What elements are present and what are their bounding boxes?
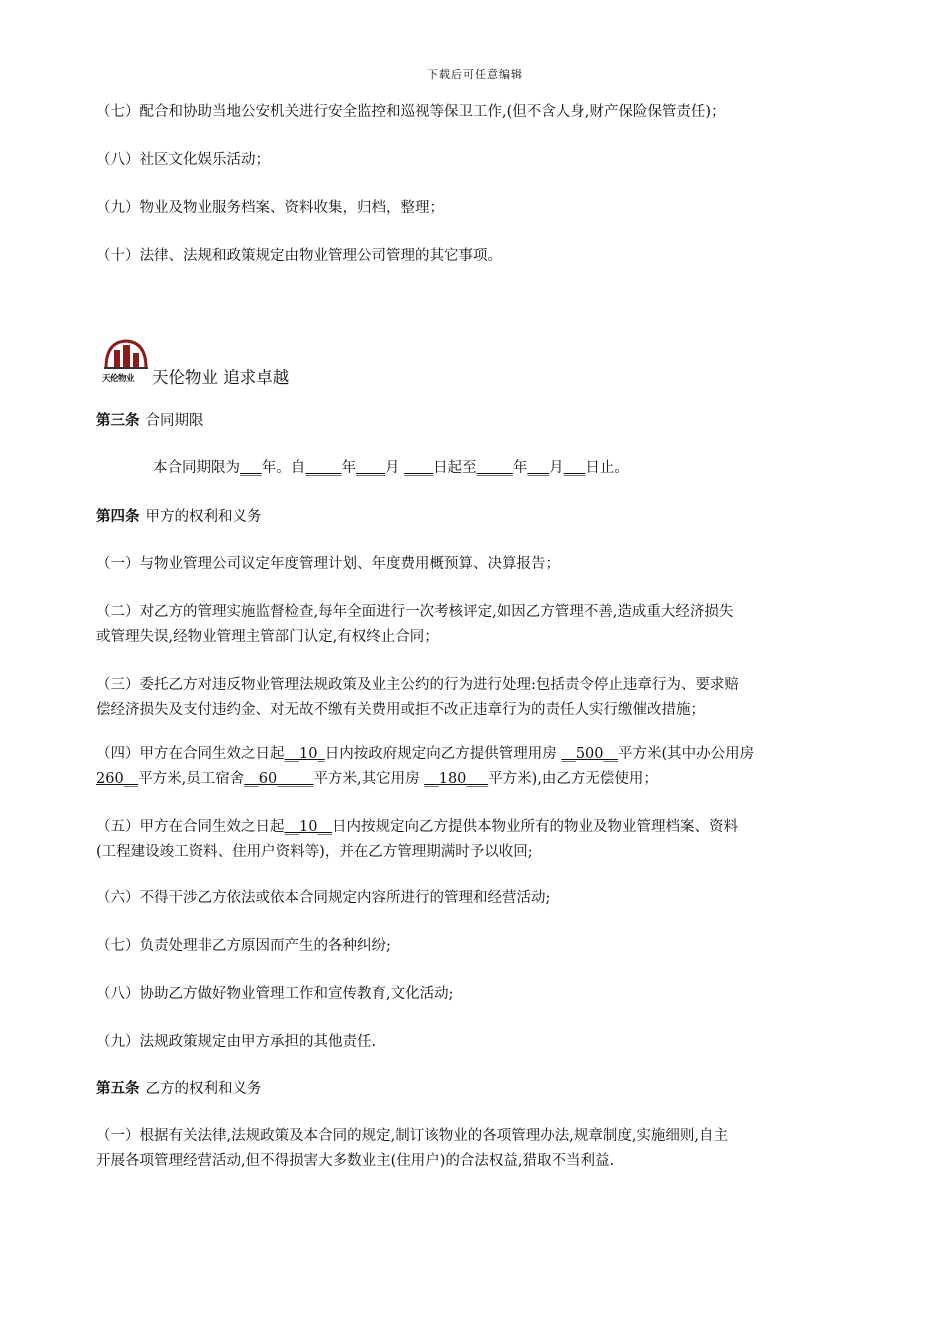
term-text: 月: [549, 460, 564, 476]
party-a-item-2-line-2: 或管理失误,经物业管理主管部门认定,有权终止合同；: [96, 629, 439, 645]
clause-item-9: （九）物业及物业服务档案、资料收集，归档，整理；: [96, 200, 444, 216]
clause-item-8: （八）社区文化娱乐活动；: [96, 152, 270, 168]
party-a-item-4-line-2: [96, 767, 856, 792]
article-title: 合同期限: [145, 413, 204, 429]
end-month-blank[interactable]: ___: [527, 460, 550, 476]
party-a-item-3-line-2: 偿经济损失及支付违约金、对无故不缴有关费用或拒不改正违章行为的责任人实行缴催改措施；: [96, 702, 705, 718]
term-text: 本合同期限为: [153, 460, 240, 476]
article-4-heading: [96, 504, 856, 530]
office-area-blank[interactable]: 260__: [96, 771, 139, 787]
clause-item-10: （十）法律、法规和政策规定由物业管理公司管理的其它事项。: [96, 248, 502, 264]
term-text: 年。自: [261, 460, 306, 476]
party-a-item-4-line-1: [96, 742, 856, 767]
contract-term-line: [153, 456, 913, 481]
other-area-blank[interactable]: __180___: [424, 771, 489, 787]
start-year-blank[interactable]: _____: [305, 460, 342, 476]
days-blank[interactable]: __10_: [284, 746, 325, 762]
article-title: 乙方的权利和义务: [145, 1081, 262, 1097]
item-text: 平方米,员工宿舍: [138, 771, 245, 787]
item-text: 日内按规定向乙方提供本物业所有的物业及物业管理档案、资料: [331, 819, 738, 835]
start-month-blank[interactable]: ____: [356, 460, 385, 476]
item-text: 平方米(其中办公用房: [618, 746, 755, 762]
logo-building-icon: [100, 336, 152, 372]
party-a-item-9: （九）法规政策规定由甲方承担的其他责任.: [96, 1034, 377, 1050]
article-number: 第四条: [96, 508, 140, 525]
party-b-item-1-line-2: 开展各项管理经营活动,但不得损害大多数业主(住用户)的合法权益,猎取不当利益.: [96, 1153, 615, 1169]
logo-wordmark: 天伦物业: [102, 374, 135, 384]
party-a-item-5-line-2: (工程建设竣工资料、住用户资料等)，并在乙方管理期满时予以收回;: [96, 844, 533, 860]
party-a-item-7: （七）负责处理非乙方原因而产生的各种纠纷;: [96, 938, 391, 954]
article-title: 甲方的权利和义务: [145, 509, 262, 525]
article-3-heading: [96, 408, 856, 434]
item-text: 日内按政府规定向乙方提供管理用房: [324, 746, 562, 762]
item-text: 平方米,其它用房: [313, 771, 425, 787]
article-number: 第三条: [96, 412, 140, 429]
article-5-heading: [96, 1076, 856, 1102]
party-a-item-3-line-1: （三）委托乙方对违反物业管理法规政策及业主公约的行为进行处理:包括责令停止违章行为、要求赔: [96, 677, 739, 693]
start-day-blank[interactable]: ____: [404, 460, 434, 476]
dormitory-area-blank[interactable]: __60_____: [244, 771, 314, 787]
party-a-item-6: （六）不得干涉乙方依法或依本合同规定内容所进行的管理和经营活动;: [96, 890, 551, 906]
term-text: 日止。: [585, 460, 629, 476]
page-header: 下载后可任意编辑: [427, 68, 523, 81]
item-text: （五）甲方在合同生效之日起: [96, 819, 285, 835]
party-a-item-5-line-1: [96, 815, 856, 840]
party-a-item-8: （八）协助乙方做好物业管理工作和宣传教育,文化活动;: [96, 986, 454, 1002]
party-b-item-1-line-1: （一）根据有关法律,法规政策及本合同的规定,制订该物业的各项管理办法,规章制度,实施细则,自主: [96, 1128, 729, 1144]
party-a-item-2-line-1: （二）对乙方的管理实施监督检查,每年全面进行一次考核评定,如因乙方管理不善,造成重大经济损失: [96, 604, 734, 620]
article-number: 第五条: [96, 1080, 140, 1097]
item-text: 平方米),由乙方无偿使用；: [488, 771, 658, 787]
end-year-blank[interactable]: _____: [476, 460, 513, 476]
item-text: （四）甲方在合同生效之日起: [96, 746, 285, 762]
term-text: 年: [341, 460, 356, 476]
term-text: 月: [385, 460, 405, 476]
management-area-blank[interactable]: __500__: [561, 746, 618, 762]
days-blank[interactable]: __10__: [284, 819, 332, 835]
term-text: 日起至: [433, 460, 477, 476]
end-day-blank[interactable]: ___: [563, 460, 586, 476]
term-text: 年: [512, 460, 528, 476]
company-logo: [100, 336, 152, 386]
party-a-item-1: （一）与物业管理公司议定年度管理计划、年度费用概预算、决算报告；: [96, 556, 560, 572]
brand-slogan: 天伦物业 追求卓越: [152, 368, 290, 387]
clause-item-7: （七）配合和协助当地公安机关进行安全监控和巡视等保卫工作,(但不含人身,财产保险保管责任)；: [96, 104, 726, 120]
term-years-blank[interactable]: ___: [240, 460, 262, 476]
